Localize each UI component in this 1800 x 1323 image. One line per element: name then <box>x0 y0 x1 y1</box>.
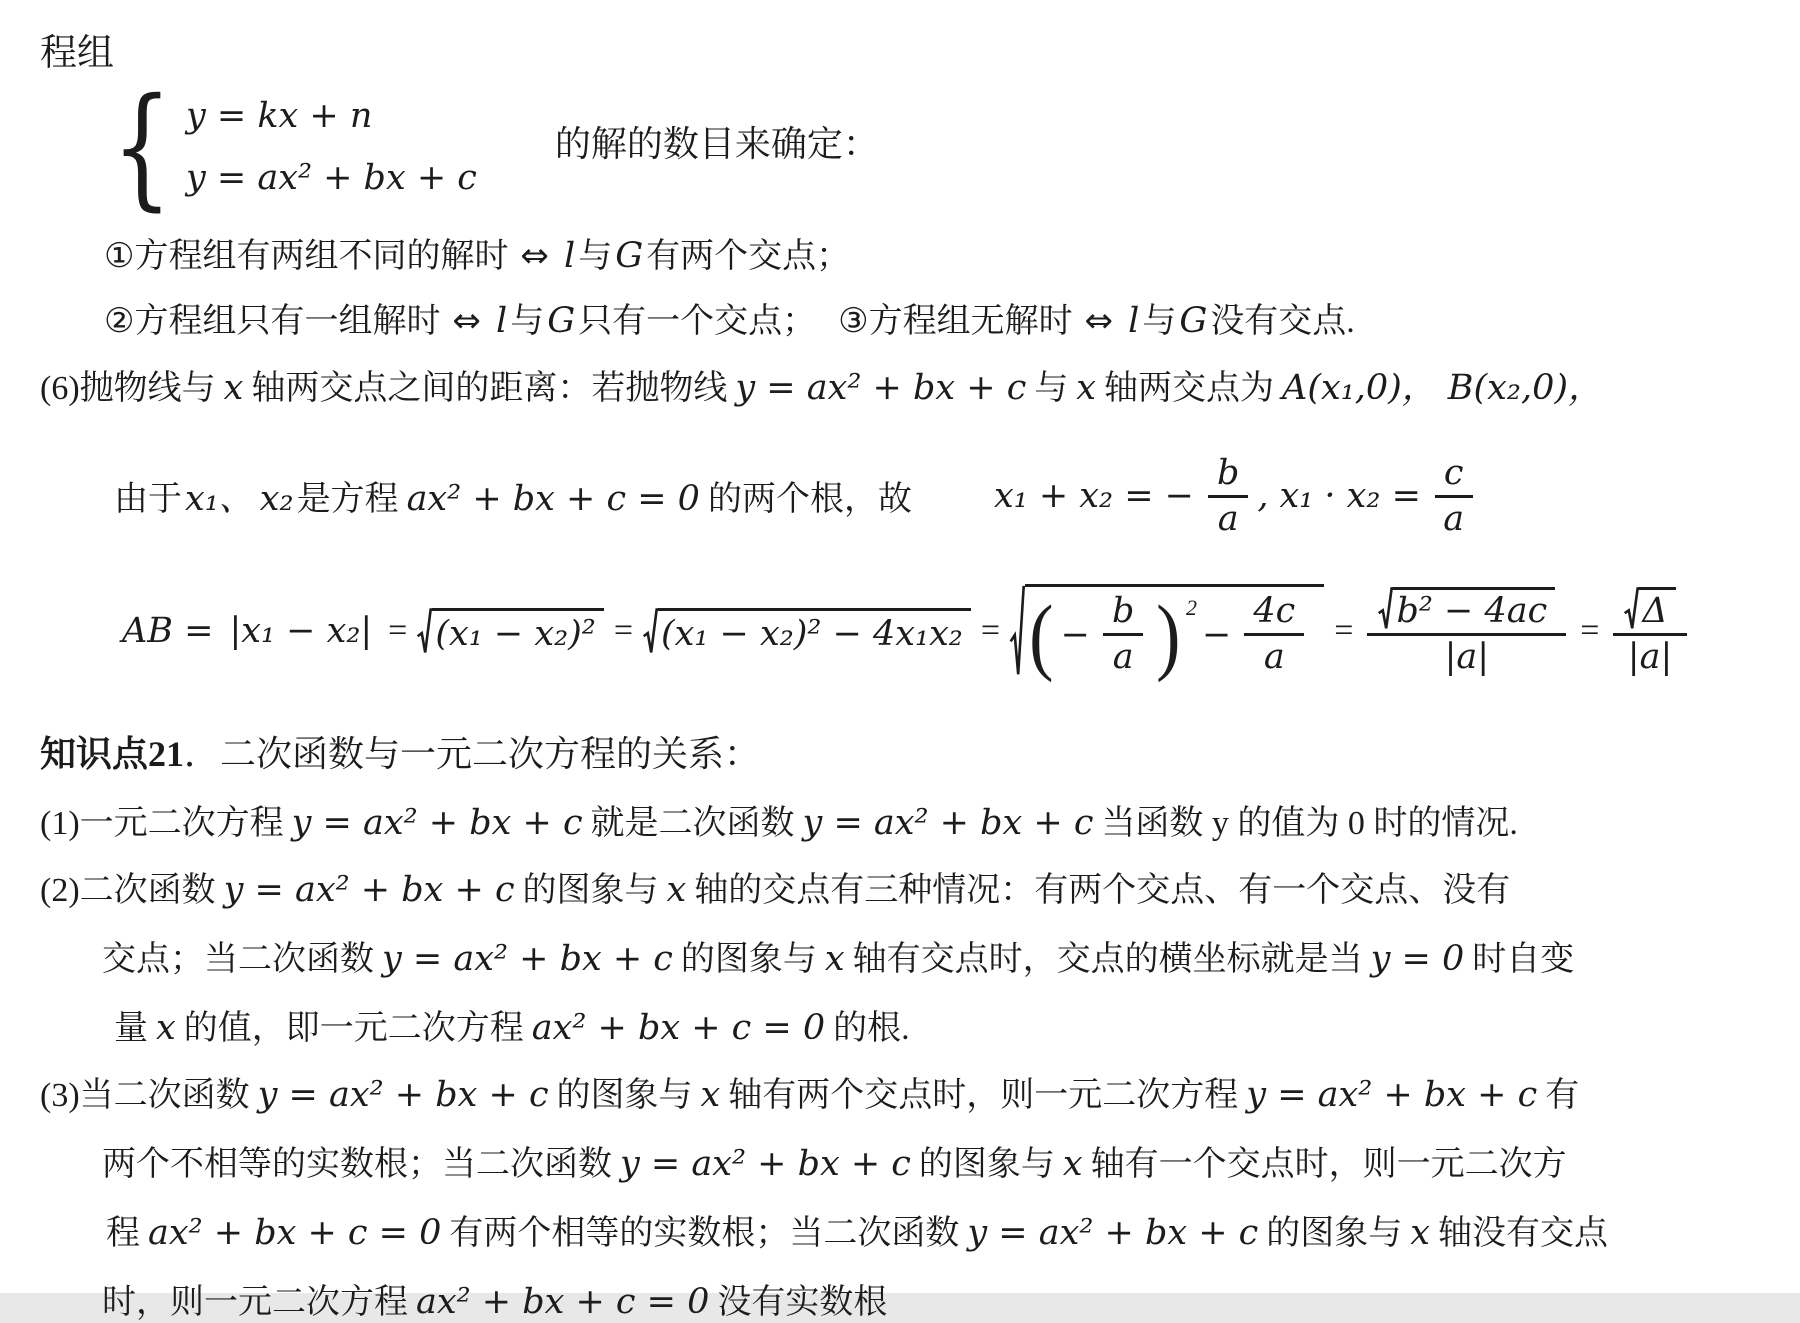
quadratic-fn: y = ax² + bx + c <box>382 939 673 979</box>
p3-text: 的图象与 <box>918 1146 1055 1183</box>
sum-lhs: x₁ + x₂ = − <box>993 476 1194 516</box>
var-x: x <box>700 1075 721 1115</box>
quadratic-fn: y = ax² + bx + c <box>257 1075 549 1115</box>
intro-text: 程组 <box>40 33 114 74</box>
p6-text: 轴两交点之间的距离：若抛物线 <box>251 370 728 407</box>
p2-text: 的值，即一元二次方程 <box>183 1010 524 1047</box>
abs-x1-x2: |x₁ − x₂| <box>229 611 373 651</box>
var-G: G <box>547 301 576 341</box>
p3-text: 的图象与 <box>1266 1215 1403 1252</box>
p3-text: 轴没有交点 <box>1438 1215 1609 1252</box>
p3-text: 程 <box>106 1215 140 1252</box>
sqrt-discriminant <box>1378 587 1555 630</box>
var-G: G <box>1179 301 1208 341</box>
p2-text: 量 <box>114 1010 148 1047</box>
point2-line2 <box>102 931 1800 980</box>
ab-lhs: AB = <box>122 611 214 651</box>
quadratic-fn: y = ax² + bx + c <box>291 803 583 843</box>
denominator: |a| <box>1627 636 1673 677</box>
p2-text: 轴有交点时，交点的横坐标就是当 <box>852 941 1363 978</box>
point2-line3 <box>114 1000 1800 1049</box>
equals-sign: = <box>1334 612 1354 649</box>
superscript-2: 2 <box>1186 595 1198 621</box>
quadratic-fn: y = ax² + bx + c <box>223 870 515 910</box>
denominator: a <box>1263 637 1285 677</box>
radicand: b² − 4ac <box>1393 587 1555 630</box>
p6-text: (6)抛物线与 <box>40 370 216 407</box>
point3-line4 <box>102 1274 1800 1323</box>
numerator: c <box>1435 455 1473 498</box>
var-l: l <box>1128 301 1140 341</box>
p3-text: 的图象与 <box>556 1077 693 1114</box>
fraction-sqrt-disc <box>1367 587 1566 676</box>
var-l: l <box>563 236 576 276</box>
comma: , <box>1257 476 1269 516</box>
denominator: |a| <box>1444 636 1490 677</box>
p2-text: 的图象与 <box>522 872 659 909</box>
quadratic-fn: y = ax² + bx + c <box>1246 1075 1538 1115</box>
var-x: x <box>824 939 845 979</box>
radical-icon <box>643 608 658 654</box>
case2-text: 与 <box>510 303 545 340</box>
vieta-text: 是方程 <box>296 481 399 518</box>
numerator <box>1367 587 1566 636</box>
point3-line2 <box>102 1136 1800 1185</box>
system-brace: { <box>111 70 173 224</box>
point6-line <box>40 360 1800 410</box>
quadratic-fn: y = ax² + bx + c <box>967 1213 1259 1253</box>
case1-text: 有两个交点； <box>646 238 851 275</box>
equals-sign: = <box>1580 612 1600 649</box>
product-lhs: x₁ · x₂ = <box>1279 476 1421 516</box>
vieta-line <box>114 440 1800 552</box>
case3-text: 没有交点. <box>1210 303 1355 340</box>
radicand: Δ <box>1639 587 1675 630</box>
quadratic-fn: y = ax² + bx + c <box>620 1144 911 1184</box>
case1-line <box>104 228 1800 277</box>
iff-icon: ⇔ <box>452 301 481 341</box>
case1-text: ①方程组有两组不同的解时 <box>104 238 509 275</box>
point-B: B(x₂,0)， <box>1447 368 1603 408</box>
numerator: b <box>1208 455 1248 498</box>
p3-text: 时，则一元二次方程 <box>102 1284 408 1321</box>
p6-text: 轴两交点为 <box>1104 370 1275 407</box>
p3-text: 没有实数根 <box>717 1284 888 1321</box>
fraction-4c-a <box>1242 593 1306 676</box>
point1-line <box>40 795 1800 844</box>
radical-icon <box>417 608 432 654</box>
p1-text: 就是二次函数 <box>590 805 795 842</box>
radicand: (x₁ − x₂)² <box>432 608 603 654</box>
kp21-heading <box>40 726 1800 777</box>
case23-line <box>104 293 1800 342</box>
kp21-title: ．二次函数与一元二次方程的关系： <box>184 734 761 774</box>
quadratic-fn: y = ax² + bx + c <box>802 803 1094 843</box>
equals-sign: = <box>613 612 633 649</box>
system-equations <box>186 96 477 198</box>
fraction-c-a <box>1435 452 1473 539</box>
p2-text: 的根. <box>833 1010 910 1047</box>
ab-formula-line <box>114 570 1800 692</box>
denominator: a <box>1443 498 1465 539</box>
var-x2: x₂ <box>259 479 294 519</box>
radical-icon <box>1378 587 1393 630</box>
denominator: a <box>1217 498 1239 539</box>
vieta-text: 由于 <box>114 481 182 518</box>
point2-line1 <box>40 862 1800 911</box>
p1-text: 当函数 y 的值为 0 时的情况. <box>1101 805 1518 842</box>
intro-line <box>40 22 1800 76</box>
p3-text: 两个不相等的实数根；当二次函数 <box>102 1146 612 1183</box>
numerator <box>1613 587 1686 636</box>
system-eq1: y = kx + n <box>185 96 373 136</box>
sqrt-term2 <box>643 608 971 654</box>
fraction-b-a <box>1101 593 1145 676</box>
case2-text: ②方程组只有一组解时 <box>104 303 441 340</box>
radical-icon <box>1010 584 1025 678</box>
iff-icon: ⇔ <box>520 236 549 276</box>
y-equals-0: y = 0 <box>1370 939 1465 979</box>
quadratic-eq: ax² + bx + c = 0 <box>416 1282 710 1322</box>
numerator: b <box>1103 593 1143 636</box>
vieta-formula <box>986 452 1479 539</box>
var-x: x <box>1062 1144 1083 1184</box>
case3-text: 与 <box>1142 303 1177 340</box>
sqrt-delta <box>1624 587 1675 630</box>
minus-sign: − <box>1060 614 1090 655</box>
case2-text: 只有一个交点； <box>578 303 817 340</box>
quadratic-eq: ax² + bx + c = 0 <box>406 479 700 519</box>
p3-text: (3)当二次函数 <box>40 1077 250 1114</box>
p2-text: 的图象与 <box>680 941 817 978</box>
p2-text: 交点；当二次函数 <box>102 941 374 978</box>
radical-icon <box>1624 587 1639 630</box>
quadratic-eq: ax² + bx + c = 0 <box>148 1213 442 1253</box>
fraction-b-a <box>1208 452 1248 539</box>
var-x: x <box>1410 1213 1431 1253</box>
vieta-text: 的两个根，故 <box>707 481 912 518</box>
point-A: A(x₁,0)， <box>1282 368 1437 408</box>
denominator: a <box>1112 637 1134 677</box>
p2-text: 时自变 <box>1472 941 1575 978</box>
parabola-eq: y = ax² + bx + c <box>735 368 1027 408</box>
vieta-text-group <box>114 471 912 521</box>
var-l: l <box>495 301 508 341</box>
radicand: (x₁ − x₂)² − 4x₁x₂ <box>658 608 971 654</box>
p2-text: (2)二次函数 <box>40 872 216 909</box>
equals-sign: = <box>980 612 1001 649</box>
var-x: x <box>1076 368 1097 408</box>
var-x: x <box>156 1008 176 1048</box>
sqrt-term3-big <box>1010 584 1324 683</box>
case3-text: ③方程组无解时 <box>838 303 1073 340</box>
minus-sign: − <box>1202 614 1232 655</box>
equals-sign: = <box>388 612 408 649</box>
var-x: x <box>223 368 244 408</box>
system-eq2: y = ax² + bx + c <box>185 158 477 198</box>
system-caption: 的解的数目来确定： <box>554 123 879 164</box>
point3-line1 <box>40 1067 1800 1116</box>
sqrt-term1 <box>417 608 603 654</box>
quadratic-eq: ax² + bx + c = 0 <box>531 1008 826 1048</box>
var-x1: x₁、 <box>185 479 254 519</box>
p2-text: 轴的交点有三种情况：有两个交点、有一个交点、没有 <box>694 872 1511 909</box>
p6-text: 与 <box>1034 370 1069 407</box>
kp21-number: 知识点21 <box>40 734 185 774</box>
var-G: G <box>615 236 644 276</box>
p3-text: 有 <box>1545 1077 1580 1114</box>
point3-line3 <box>106 1205 1800 1254</box>
fraction-sqrt-delta <box>1613 587 1686 676</box>
case1-text: 与 <box>578 238 613 275</box>
equation-system <box>100 70 1800 224</box>
p3-text: 有两个相等的实数根；当二次函数 <box>449 1215 960 1252</box>
p1-text: (1)一元二次方程 <box>40 805 284 842</box>
numerator: 4c <box>1244 593 1304 636</box>
iff-icon: ⇔ <box>1084 301 1114 341</box>
radicand: ( − $\frac{b}{a}$ ) 2 − $\frac{4c}{a}$ <box>1025 584 1324 678</box>
p3-text: 轴有两个交点时，则一元二次方程 <box>728 1077 1239 1114</box>
var-x: x <box>666 870 687 910</box>
p3-text: 轴有一个交点时，则一元二次方 <box>1090 1146 1567 1183</box>
